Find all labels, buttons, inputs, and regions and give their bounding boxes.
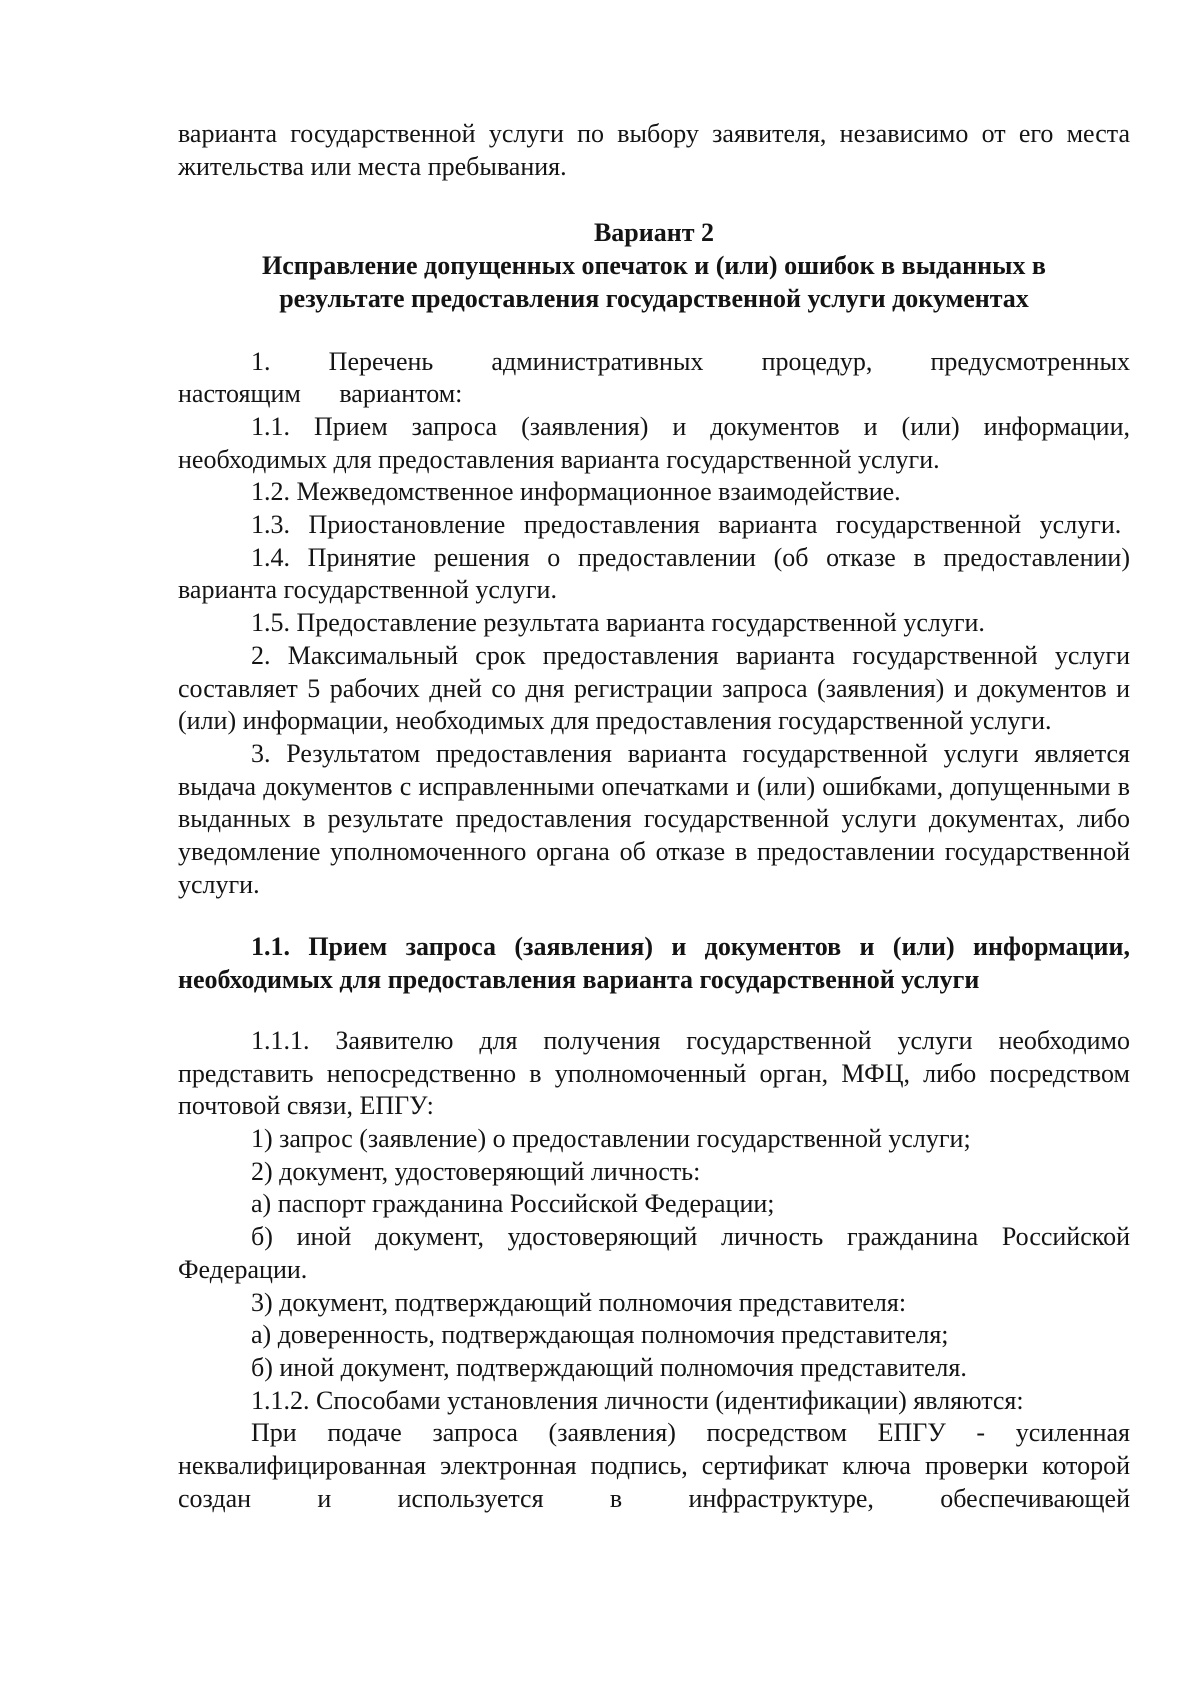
document-page (178, 118, 1130, 1515)
paragraph-item: а) паспорт гражданина Российской Федерации; (251, 1189, 775, 1219)
spacer (178, 316, 1130, 346)
paragraph-item: 1) запрос (заявление) о предоставлении государственной услуги; (251, 1123, 971, 1153)
paragraph-item: 1.1. Прием запроса (заявления) и документов и (или) информации, необходимых для предоставления варианта государственной услуги. (178, 411, 1130, 474)
paragraph-item: 2) документ, удостоверяющий личность: (251, 1156, 701, 1186)
paragraph-item: б) иной документ, удостоверяющий личность гражданина Российской Федерации. (178, 1222, 1130, 1284)
paragraph-item: 1.1.1. Заявителю для получения государственной услуги необходимо представить непосредственно в уполномоченный орган, МФЦ, либо посредством почтовой связи, ЕПГУ: (178, 1025, 1130, 1121)
paragraph-item: 1.1.2. Способами установления личности (идентификации) являются: (251, 1385, 1024, 1415)
spacer (178, 183, 1130, 217)
paragraph-item: 1.3. Приостановление предоставления варианта государственной услуги. (251, 510, 1122, 540)
section-heading: 1.1. Прием запроса (заявления) и документов и (или) информации, необходимых для предоставления варианта государственной услуги (178, 932, 1130, 995)
paragraph-item: 1.5. Предоставление результата варианта государственной услуги. (251, 608, 985, 638)
paragraph-item: 3. Результатом предоставления варианта государственной услуги является выдача документов с исправленными опечатками и (или) ошибками, допущенными в выданных в результате предоставления государственной услуги документах, либо уведомление уполномоченного органа об отказе в предоставлении государственной услуги. (178, 738, 1130, 899)
spacer (178, 901, 1130, 931)
paragraph-item: 1.2. Межведомственное информационное взаимодействие. (251, 477, 901, 507)
variant-heading: Вариант 2 (593, 218, 715, 248)
paragraph-item: 3) документ, подтверждающий полномочия представителя: (251, 1287, 907, 1317)
paragraph-item: а) доверенность, подтверждающая полномочия представителя; (251, 1320, 949, 1350)
paragraph-item: 2. Максимальный срок предоставления варианта государственной услуги составляет 5 рабочих дней со дня регистрации запроса (заявления) и документов и (или) информации, необходимых для предоставления государственной услуги. (178, 640, 1130, 736)
paragraph-item: 1.4. Принятие решения о предоставлении (об отказе в предоставлении) варианта государственной услуги. (178, 542, 1130, 605)
paragraph-item: При подаче запроса (заявления) посредством ЕПГУ - усиленная неквалифицированная электронная подпись, сертификат ключа проверки которой создан и используется в инфраструктуре, обеспечивающей (178, 1418, 1130, 1513)
variant-title: Исправление допущенных опечаток и (или) ошибок в выданных в результате предоставления государственной услуги документах (262, 251, 1046, 313)
spacer (178, 997, 1130, 1025)
intro-paragraph: варианта государственной услуги по выбору заявителя, независимо от его места жительства или места пребывания. (178, 119, 1130, 181)
paragraph-item: 1. Перечень административных процедур, предусмотренных настоящим вариантом: (178, 346, 1130, 409)
paragraph-item: б) иной документ, подтверждающий полномочия представителя. (251, 1352, 967, 1382)
